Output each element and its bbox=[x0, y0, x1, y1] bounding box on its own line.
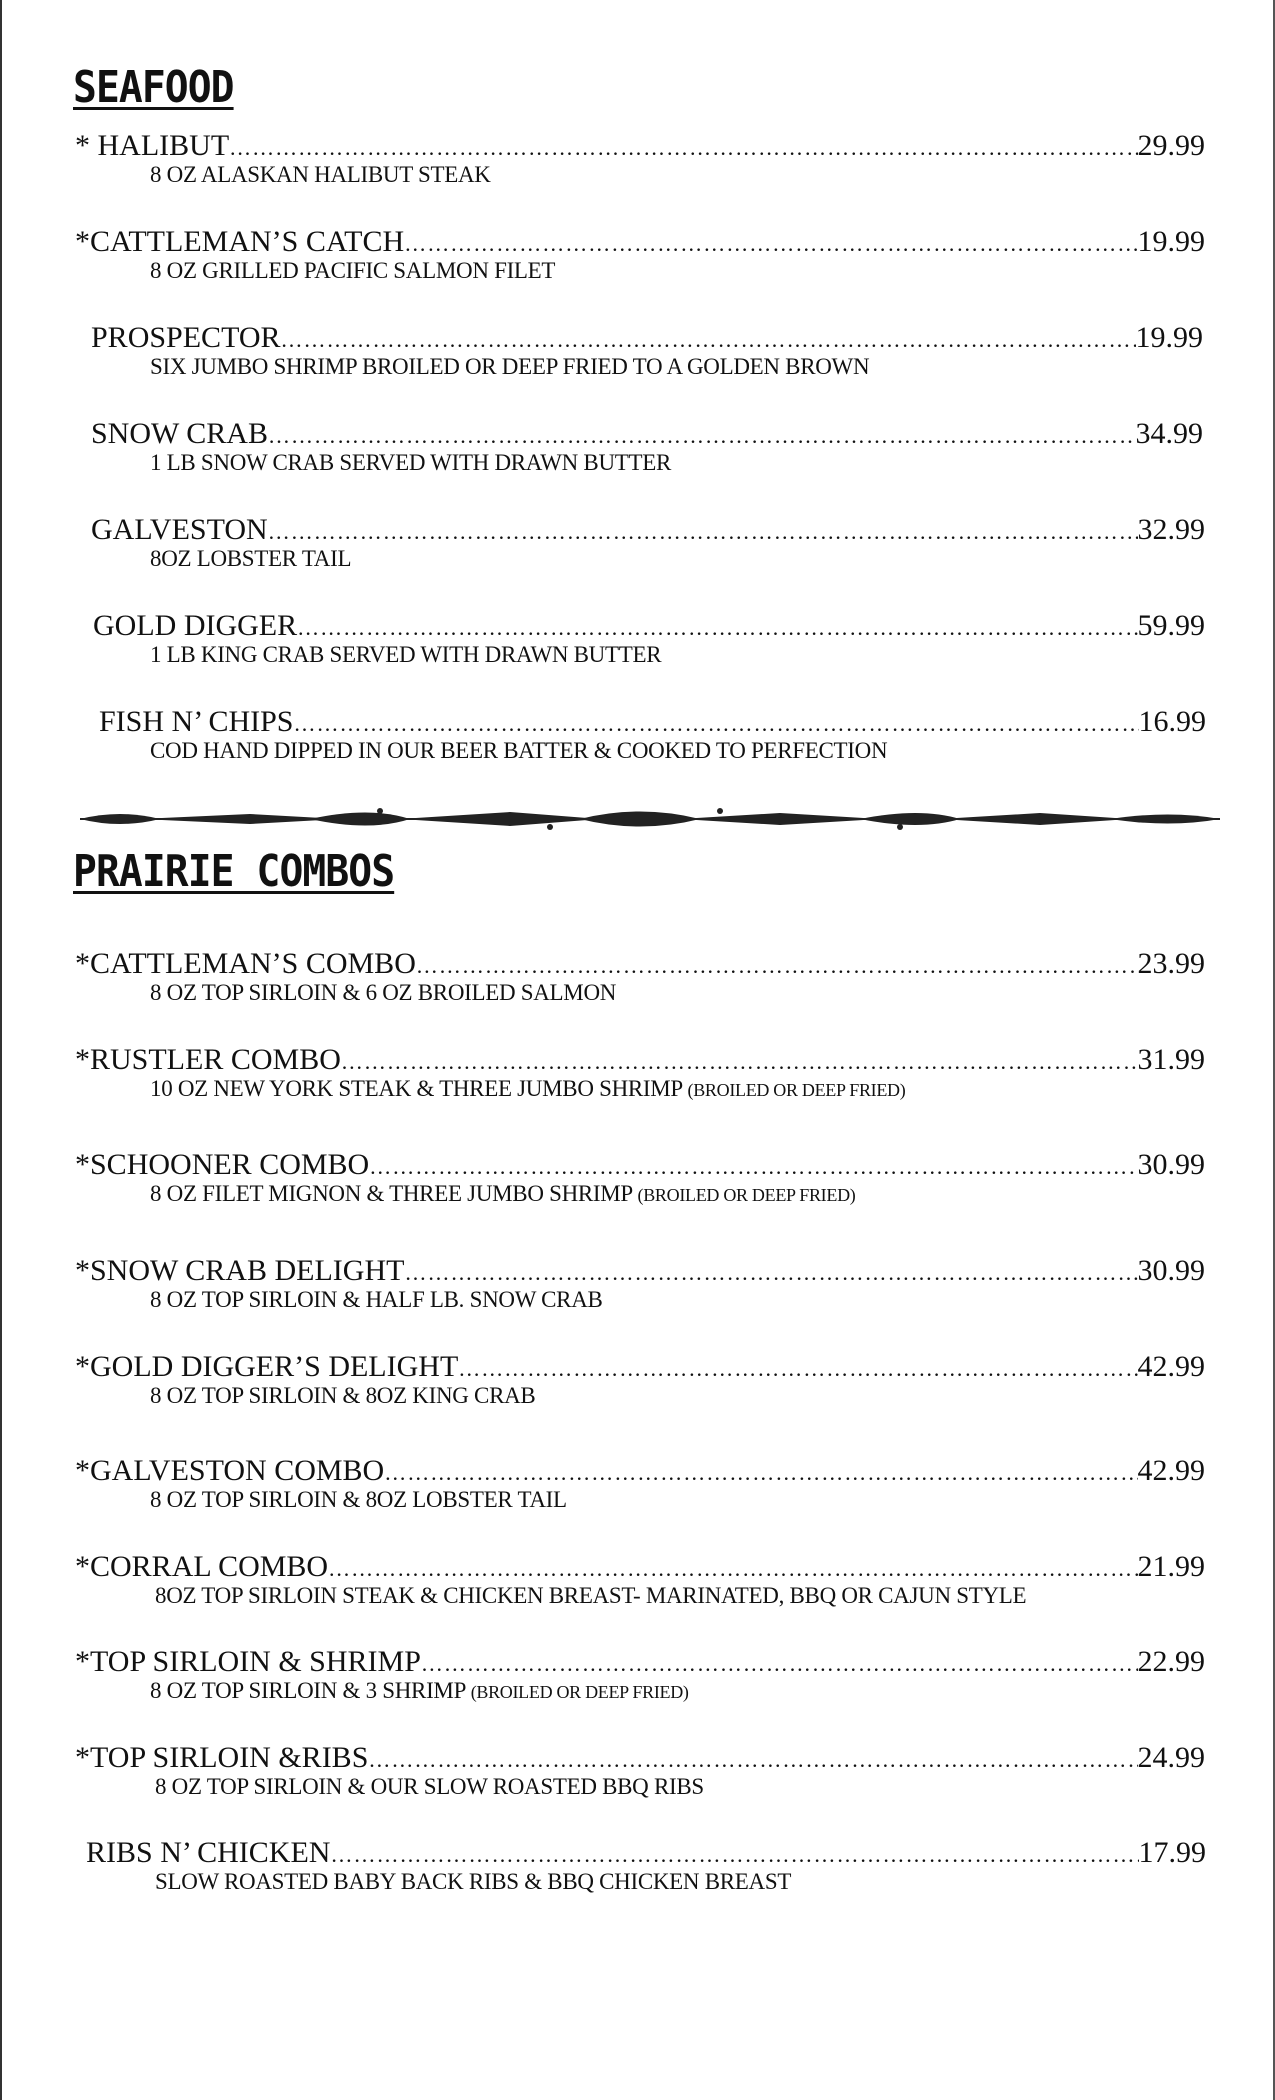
item-name: FISH N’ CHIPS bbox=[99, 705, 294, 738]
dot-leader bbox=[458, 1349, 1137, 1389]
item-price: 24.99 bbox=[1137, 1741, 1205, 1774]
item-description bbox=[150, 641, 661, 669]
desc-text: 8 OZ TOP SIRLOIN & 3 SHRIMP bbox=[150, 1678, 471, 1703]
item-name: RIBS N’ CHICKEN bbox=[86, 1836, 331, 1869]
desc-text: 8OZ TOP SIRLOIN STEAK & CHICKEN BREAST- MARINATED, BBQ OR CAJUN STYLE bbox=[155, 1583, 1027, 1608]
desc-note: (BROILED OR DEEP FRIED) bbox=[637, 1185, 856, 1205]
item-description bbox=[150, 1677, 689, 1706]
item-description bbox=[155, 1773, 704, 1802]
item-description bbox=[150, 1180, 855, 1209]
item-price: 22.99 bbox=[1137, 1645, 1205, 1678]
item-name: *SNOW CRAB DELIGHT bbox=[75, 1254, 405, 1287]
menu-item-row bbox=[75, 1547, 1205, 1587]
menu-item-row bbox=[91, 510, 1205, 550]
item-name: *GALVESTON COMBO bbox=[75, 1454, 385, 1487]
item-price: 59.99 bbox=[1137, 609, 1205, 642]
desc-note: (BROILED OR DEEP FRIED) bbox=[470, 1682, 689, 1702]
item-description bbox=[150, 449, 671, 477]
item-price: 16.99 bbox=[1138, 705, 1206, 738]
dot-leader bbox=[268, 512, 1138, 552]
desc-text: 8 OZ GRILLED PACIFIC SALMON FILET bbox=[150, 258, 556, 283]
item-description bbox=[155, 1582, 1026, 1611]
item-name: *RUSTLER COMBO bbox=[75, 1043, 341, 1076]
item-price: 23.99 bbox=[1137, 947, 1205, 980]
item-price: 17.99 bbox=[1138, 1836, 1206, 1869]
menu-item-row bbox=[75, 1145, 1205, 1185]
item-name: *TOP SIRLOIN & SHRIMP bbox=[75, 1645, 421, 1678]
item-price: 21.99 bbox=[1137, 1550, 1205, 1583]
menu-item-row bbox=[86, 1833, 1206, 1873]
item-price: 29.99 bbox=[1137, 129, 1205, 162]
desc-text: SIX JUMBO SHRIMP BROILED OR DEEP FRIED TO A GOLDEN BROWN bbox=[150, 354, 870, 379]
item-description bbox=[150, 979, 616, 1008]
desc-text: 10 OZ NEW YORK STEAK & THREE JUMBO SHRIMP bbox=[150, 1076, 688, 1101]
menu-item-row bbox=[75, 1040, 1205, 1080]
item-name: PROSPECTOR bbox=[91, 321, 281, 354]
desc-text: 8 OZ FILET MIGNON & THREE JUMBO SHRIMP bbox=[150, 1181, 638, 1206]
item-name: SNOW CRAB bbox=[91, 417, 268, 450]
item-name: *CATTLEMAN’S COMBO bbox=[75, 947, 416, 980]
item-description bbox=[150, 545, 351, 573]
item-name: *GOLD DIGGER’S DELIGHT bbox=[75, 1350, 459, 1383]
item-price: 19.99 bbox=[1137, 225, 1205, 258]
item-price: 30.99 bbox=[1137, 1148, 1205, 1181]
item-description bbox=[155, 1868, 791, 1897]
menu-item-row bbox=[75, 222, 1205, 262]
menu-item-row bbox=[75, 126, 1205, 166]
item-price: 42.99 bbox=[1137, 1454, 1205, 1487]
desc-text: SLOW ROASTED BABY BACK RIBS & BBQ CHICKEN BREAST bbox=[155, 1869, 792, 1894]
menu-item-row bbox=[75, 1347, 1205, 1387]
prairie-combos-heading: PRAIRIE COMBOS bbox=[73, 846, 395, 897]
ornamental-divider bbox=[80, 806, 1220, 832]
menu-item-row bbox=[75, 1738, 1205, 1778]
menu-item-row bbox=[93, 606, 1205, 646]
item-price: 32.99 bbox=[1137, 513, 1205, 546]
item-description bbox=[150, 161, 491, 189]
item-name: *CORRAL COMBO bbox=[75, 1550, 329, 1583]
menu-item-row bbox=[75, 1642, 1205, 1682]
item-price: 31.99 bbox=[1137, 1043, 1205, 1076]
desc-note: (BROILED OR DEEP FRIED) bbox=[687, 1080, 906, 1100]
desc-text: 8 OZ TOP SIRLOIN & 8OZ LOBSTER TAIL bbox=[150, 1487, 567, 1512]
menu-item-row bbox=[99, 702, 1206, 742]
seafood-heading: SEAFOOD bbox=[73, 62, 234, 113]
item-name: * HALIBUT bbox=[75, 129, 230, 162]
item-name: GALVESTON bbox=[91, 513, 268, 546]
page-left-border bbox=[0, 0, 2, 2100]
menu-item-row bbox=[75, 1251, 1205, 1291]
desc-text: 8OZ LOBSTER TAIL bbox=[150, 546, 352, 571]
desc-text: COD HAND DIPPED IN OUR BEER BATTER & COOKED TO PERFECTION bbox=[150, 738, 888, 763]
item-description bbox=[150, 1486, 567, 1515]
item-description bbox=[150, 1286, 603, 1315]
desc-text: 8 OZ TOP SIRLOIN & 8OZ KING CRAB bbox=[150, 1383, 536, 1408]
desc-text: 1 LB KING CRAB SERVED WITH DRAWN BUTTER bbox=[150, 642, 662, 667]
desc-text: 8 OZ TOP SIRLOIN & HALF LB. SNOW CRAB bbox=[150, 1287, 603, 1312]
desc-text: 1 LB SNOW CRAB SERVED WITH DRAWN BUTTER bbox=[150, 450, 672, 475]
menu-item-row bbox=[75, 1451, 1205, 1491]
item-price: 30.99 bbox=[1137, 1254, 1205, 1287]
item-description bbox=[150, 1382, 535, 1411]
item-price: 34.99 bbox=[1135, 417, 1203, 450]
item-description bbox=[150, 1075, 905, 1104]
item-description bbox=[150, 737, 887, 765]
item-name: *SCHOONER COMBO bbox=[75, 1148, 370, 1181]
item-name: *CATTLEMAN’S CATCH bbox=[75, 225, 405, 258]
item-name: GOLD DIGGER bbox=[93, 609, 298, 642]
menu-item-row bbox=[91, 318, 1203, 358]
desc-text: 8 OZ TOP SIRLOIN & OUR SLOW ROASTED BBQ RIBS bbox=[155, 1774, 704, 1799]
item-name: *TOP SIRLOIN &RIBS bbox=[75, 1741, 369, 1774]
menu-item-row bbox=[75, 944, 1205, 984]
item-description bbox=[150, 353, 869, 381]
item-price: 19.99 bbox=[1135, 321, 1203, 354]
item-description bbox=[150, 257, 555, 285]
item-price: 42.99 bbox=[1137, 1350, 1205, 1383]
desc-text: 8 OZ TOP SIRLOIN & 6 OZ BROILED SALMON bbox=[150, 980, 617, 1005]
desc-text: 8 OZ ALASKAN HALIBUT STEAK bbox=[150, 162, 491, 187]
menu-item-row bbox=[91, 414, 1203, 454]
